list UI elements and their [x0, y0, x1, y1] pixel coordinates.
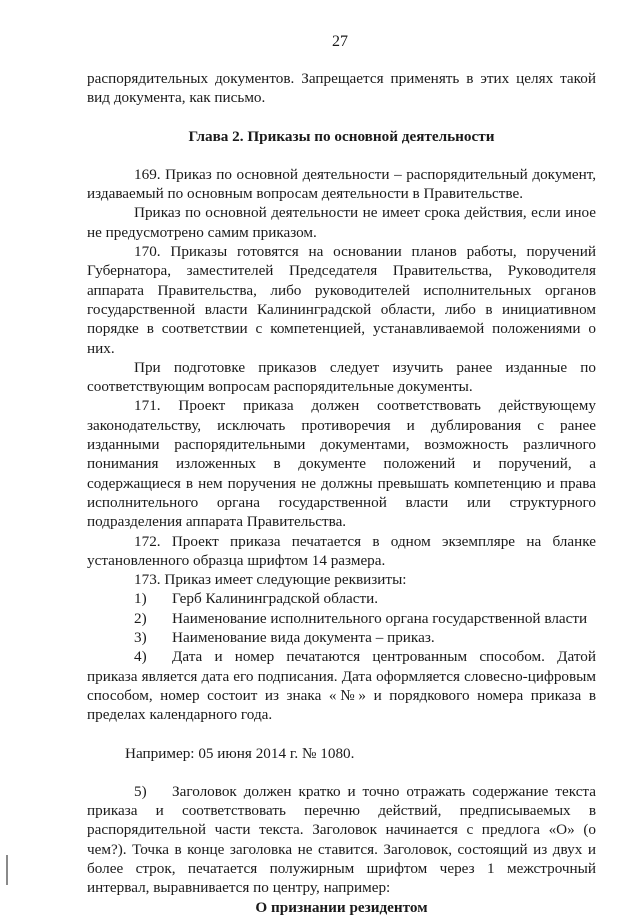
requisite-number: 1) [134, 590, 147, 608]
requisite-text: Наименование вида документа – приказ. [172, 629, 435, 647]
requisite-number: 3) [134, 629, 147, 647]
page-number: 27 [332, 33, 348, 50]
chapter-title: Глава 2. Приказы по основной деятельности [188, 127, 495, 145]
paragraph-170-note: При подготовке приказов следует изучить ранее изданные по соответствующим вопросам распорядительные документы. [87, 358, 596, 396]
requisite-item-4 [87, 647, 596, 724]
requisite-text: Заголовок должен кратко и точно отражать содержание текста приказа и соответствовать перечню действий, предписываемых в распорядительной части текста. Заголовок начинается с предлога «О» (о чем?). Точка в конце заголовка не ставится. Заголовок, состоящий из двух и более строк, печатается полужирным шрифтом через 1 межстрочный интервал, выравнивается по центру, например: [87, 782, 596, 897]
requisite-text: Герб Калининградской области. [172, 590, 379, 608]
requisite-number: 2) [134, 609, 147, 627]
paragraph-173: 173. Приказ имеет следующие реквизиты: [134, 571, 407, 589]
paragraph-172: 172. Проект приказа печатается в одном экземпляре на бланке установленного образца шрифтом 14 размера. [87, 532, 596, 569]
requisite-text: Наименование исполнительного органа государственной власти [172, 609, 588, 627]
scan-margin-mark [6, 855, 8, 885]
paragraph-169: 169. Приказ по основной деятельности – распорядительный документ, издаваемый по основным вопросам деятельности в Правительстве. [87, 165, 596, 203]
sample-heading: О признании резидентом [255, 898, 428, 916]
requisite-number: 5) [134, 782, 147, 800]
requisite-item [87, 589, 596, 608]
requisite-number: 4) [134, 648, 147, 666]
intro-paragraph: распорядительных документов. Запрещается применять в этих целях такой вид документа, как письмо. [87, 70, 596, 107]
page-body [87, 69, 596, 917]
paragraph-170: 170. Приказы готовятся на основании планов работы, поручений Губернатора, заместителей Председателя Правительства, Руководителя аппарата Правительства, либо руководителей исполнительных органов государственной власти Калининградской области, либо в инициативном порядке в соответствии с компетенцией, устанавливаемой положениями о них. [87, 243, 596, 357]
requisite-item [87, 609, 596, 628]
requisite-item [87, 628, 596, 647]
example-line: Например: 05 июня 2014 г. № 1080. [125, 744, 355, 762]
requisite-text: Дата и номер печатаются центрованным способом. Датой приказа является дата его подписания. Дата оформляется словесно-цифровым способом, номер состоит из знака «№» и порядкового номера приказа в пределах календарного года. [87, 648, 596, 724]
paragraph-171: 171. Проект приказа должен соответствовать действующему законодательству, исключать противоречия и дублирования с ранее изданными распорядительными документами, возможность различного понимания изложенных в документе положений и поручений, а содержащиеся в нем поручения не должны превышать компетенцию и права исполнительного органа государственной власти или структурного подразделения аппарата Правительства. [87, 397, 596, 531]
requisite-item-5 [87, 782, 596, 898]
paragraph-169-note: Приказ по основной деятельности не имеет срока действия, если иное не предусмотрено самим приказом. [87, 204, 596, 241]
